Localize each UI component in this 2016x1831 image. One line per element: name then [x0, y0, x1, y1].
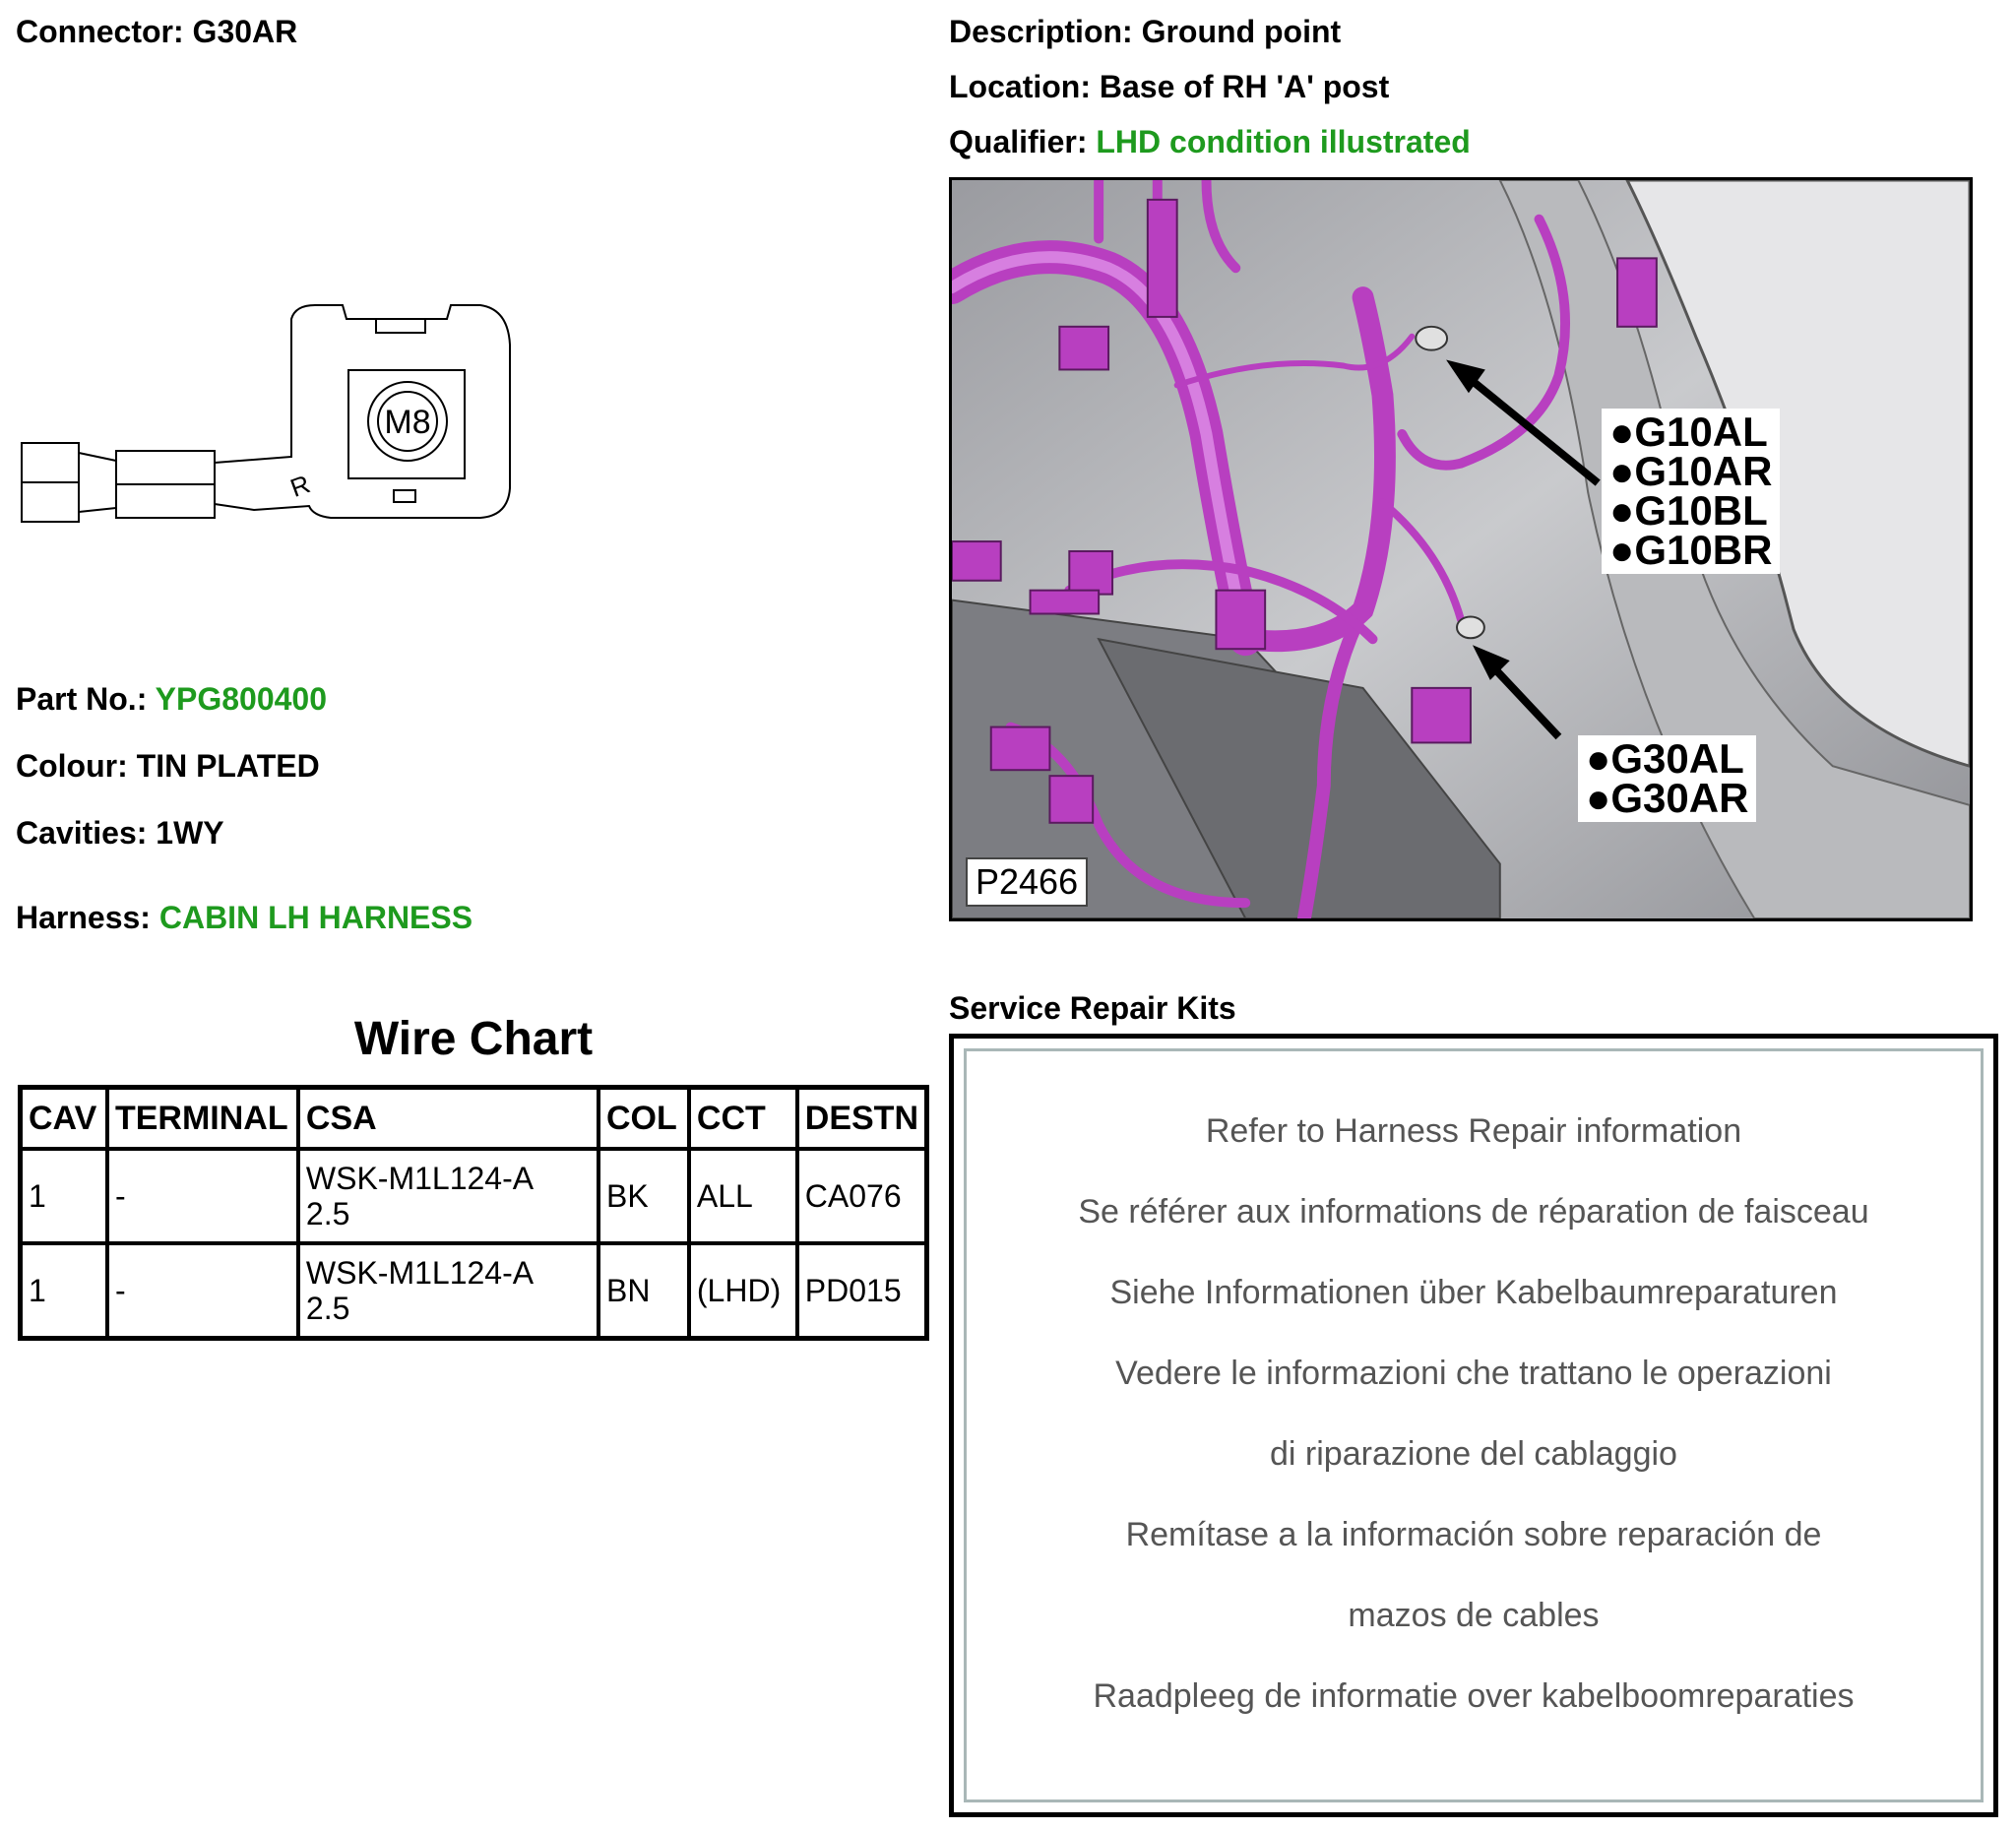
location-field	[949, 69, 1389, 105]
cell-csa	[298, 1149, 598, 1243]
cell-cav: 1	[21, 1243, 107, 1339]
cell-csa-spec: WSK-M1L124-A	[305, 1255, 535, 1291]
connector-field	[16, 14, 297, 50]
cavities-label: Cavities:	[16, 815, 148, 851]
callout-g30	[1578, 735, 1756, 822]
colour-value: TIN PLATED	[136, 748, 320, 784]
cell-cav: 1	[21, 1149, 107, 1243]
part-no-label: Part No.:	[16, 681, 148, 717]
connector-value: G30AR	[192, 14, 298, 49]
col-header-cav: CAV	[21, 1088, 107, 1150]
col-header-cct: CCT	[689, 1088, 797, 1150]
cavities-field	[16, 815, 224, 852]
table-row	[21, 1243, 927, 1339]
colour-label: Colour:	[16, 748, 128, 784]
description-label: Description:	[949, 14, 1133, 49]
terminal-mark: R	[285, 469, 314, 503]
cell-col: BK	[598, 1149, 689, 1243]
location-photo	[949, 177, 1973, 921]
col-header-destn: DESTN	[797, 1088, 927, 1150]
qualifier-value: LHD condition illustrated	[1096, 124, 1471, 159]
callout-g30-line: ●G30AR	[1586, 775, 1749, 821]
callout-g10-line: ●G10AR	[1609, 448, 1773, 494]
repair-info-line: Refer to Harness Repair information	[1205, 1112, 1742, 1150]
service-repair-kits-title: Service Repair Kits	[949, 990, 1236, 1026]
harness-label: Harness:	[16, 900, 151, 935]
col-header-col: COL	[598, 1088, 689, 1150]
cavities-value: 1WY	[156, 815, 224, 851]
cell-csa-spec: WSK-M1L124-A	[305, 1161, 535, 1196]
cell-cct: ALL	[689, 1149, 797, 1243]
cell-csa-size: 2.5	[305, 1291, 350, 1326]
callout-g10-line: ●G10BR	[1609, 527, 1773, 573]
table-row	[21, 1149, 927, 1243]
repair-info-line: Raadpleeg de informatie over kabelboomreparaties	[1093, 1677, 1855, 1715]
part-no-value: YPG800400	[155, 681, 328, 717]
connector-label: Connector:	[16, 14, 184, 49]
repair-info-line: Vedere le informazioni che trattano le operazioni	[1115, 1355, 1832, 1392]
repair-info-line: Remítase a la información sobre reparación de	[1125, 1516, 1822, 1553]
wire-chart-header-row	[21, 1088, 927, 1150]
service-repair-kits-box	[949, 1034, 1998, 1817]
callout-g10-line: ●G10BL	[1609, 487, 1768, 534]
qualifier-field	[949, 124, 1471, 160]
cell-col: BN	[598, 1243, 689, 1339]
cell-terminal: -	[107, 1243, 298, 1339]
callout-g10-line: ●G10AL	[1609, 409, 1768, 455]
part-no-field	[16, 681, 327, 718]
cell-csa-size: 2.5	[305, 1196, 350, 1231]
wire-chart-title: Wire Chart	[353, 1013, 594, 1065]
description-field	[949, 14, 1341, 50]
description-value: Ground point	[1141, 14, 1342, 49]
harness-value: CABIN LH HARNESS	[158, 900, 473, 935]
cell-destn: CA076	[797, 1149, 927, 1243]
repair-info-line: mazos de cables	[1348, 1597, 1600, 1634]
location-label: Location:	[949, 69, 1091, 104]
qualifier-label: Qualifier:	[949, 124, 1088, 159]
cell-destn: PD015	[797, 1243, 927, 1339]
location-value: Base of RH 'A' post	[1099, 69, 1390, 104]
service-repair-kits-inner	[964, 1048, 1984, 1802]
wire-chart-table	[18, 1085, 929, 1341]
harness-illustration	[952, 180, 1970, 918]
connector-drawing	[18, 295, 520, 532]
photo-reference: P2466	[966, 857, 1088, 907]
repair-info-line: Siehe Informationen über Kabelbaumreparaturen	[1109, 1274, 1838, 1311]
callout-g30-line: ●G30AL	[1586, 735, 1744, 782]
col-header-csa: CSA	[298, 1088, 598, 1150]
callout-g10	[1602, 409, 1780, 574]
repair-info-line: Se référer aux informations de réparation de faisceau	[1078, 1193, 1869, 1231]
harness-field	[16, 900, 472, 936]
cell-terminal: -	[107, 1149, 298, 1243]
cell-csa	[298, 1243, 598, 1339]
stud-size-label: M8	[384, 404, 431, 441]
col-header-terminal: TERMINAL	[107, 1088, 298, 1150]
cell-cct: (LHD)	[689, 1243, 797, 1339]
repair-info-line: di riparazione del cablaggio	[1270, 1435, 1677, 1473]
colour-field	[16, 748, 320, 785]
